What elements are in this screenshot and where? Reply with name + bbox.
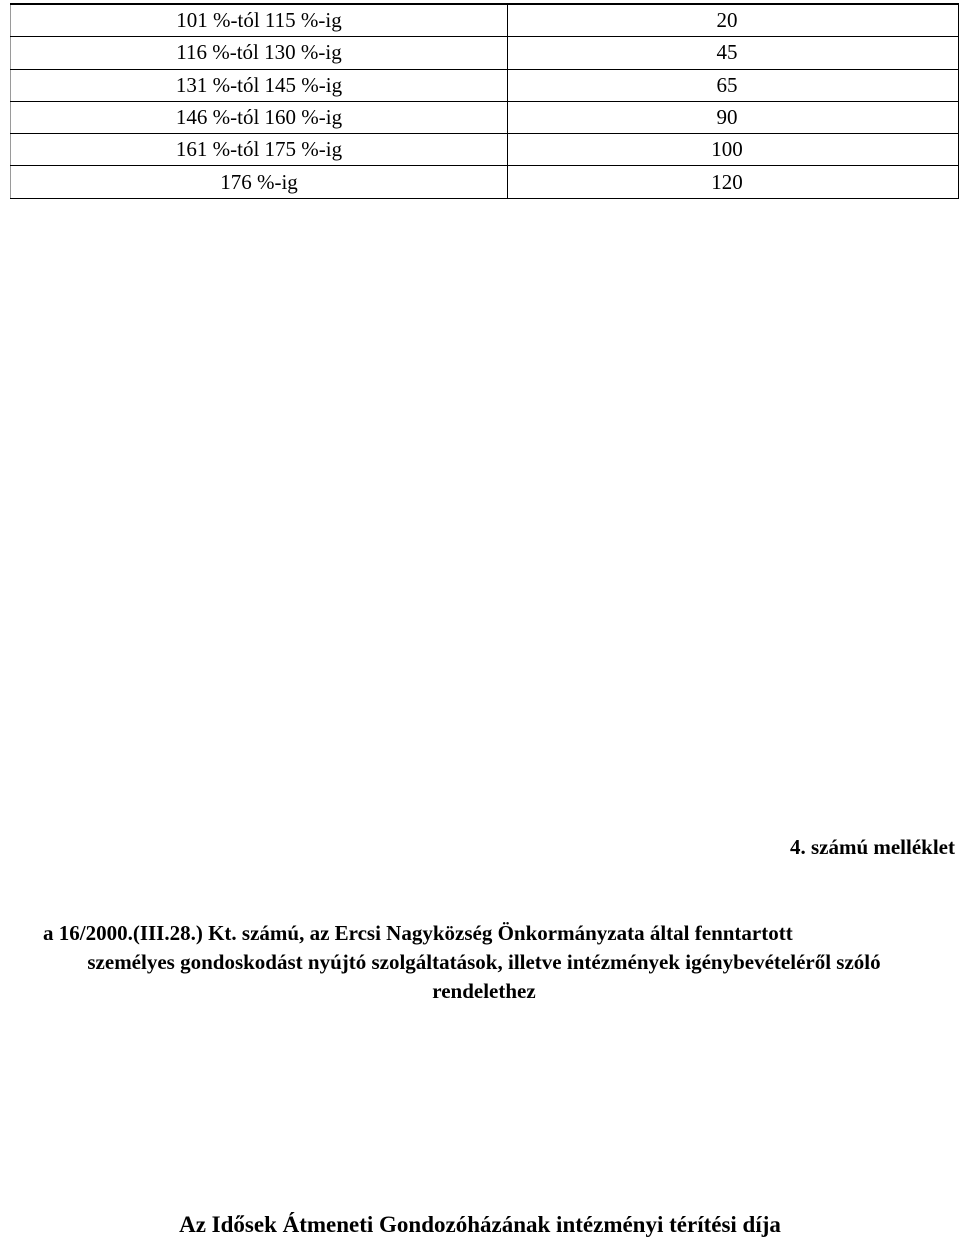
fee-value: 45 xyxy=(716,40,738,65)
fee-table xyxy=(10,3,959,199)
table-row xyxy=(11,4,959,37)
decree-reference xyxy=(16,919,952,1006)
income-range-cell: 131 %-tól 145 %-ig xyxy=(11,69,508,101)
section-title: Az Idősek Átmeneti Gondozóházának intézményi térítési díja xyxy=(179,1212,781,1237)
table-row xyxy=(11,166,959,198)
income-range-cell: 161 %-tól 175 %-ig xyxy=(11,134,508,166)
decree-reference-line-1: a 16/2000.(III.28.) Kt. számú, az Ercsi Nagyközség Önkormányzata által fenntartott xyxy=(43,921,793,945)
fee-value: 65 xyxy=(716,72,738,97)
table-row xyxy=(11,134,959,166)
fee-value: 100 xyxy=(711,137,743,162)
fee-value-cell xyxy=(508,101,959,133)
income-range-cell: 116 %-tól 130 %-ig xyxy=(11,37,508,69)
income-range-cell: 176 %-ig xyxy=(11,166,508,198)
fee-value-cell xyxy=(508,166,959,198)
table-row xyxy=(11,37,959,69)
decree-reference-line-3: rendelethez xyxy=(432,979,536,1003)
fee-value-cell xyxy=(508,69,959,101)
decree-reference-line-2: személyes gondoskodást nyújtó szolgáltatások, illetve intézmények igénybevételéről szóló xyxy=(87,950,881,974)
fee-value: 120 xyxy=(711,169,743,194)
income-range-cell: 146 %-tól 160 %-ig xyxy=(11,101,508,133)
income-range-cell: 101 %-tól 115 %-ig xyxy=(11,4,508,37)
fee-value-cell xyxy=(508,37,959,69)
table-row xyxy=(11,101,959,133)
annex-label: 4. számú melléklet xyxy=(789,835,955,859)
fee-value-cell xyxy=(508,4,959,37)
fee-value-cell xyxy=(508,134,959,166)
table-row xyxy=(11,69,959,101)
fee-value: 90 xyxy=(716,105,738,130)
fee-value: 20 xyxy=(716,8,738,33)
